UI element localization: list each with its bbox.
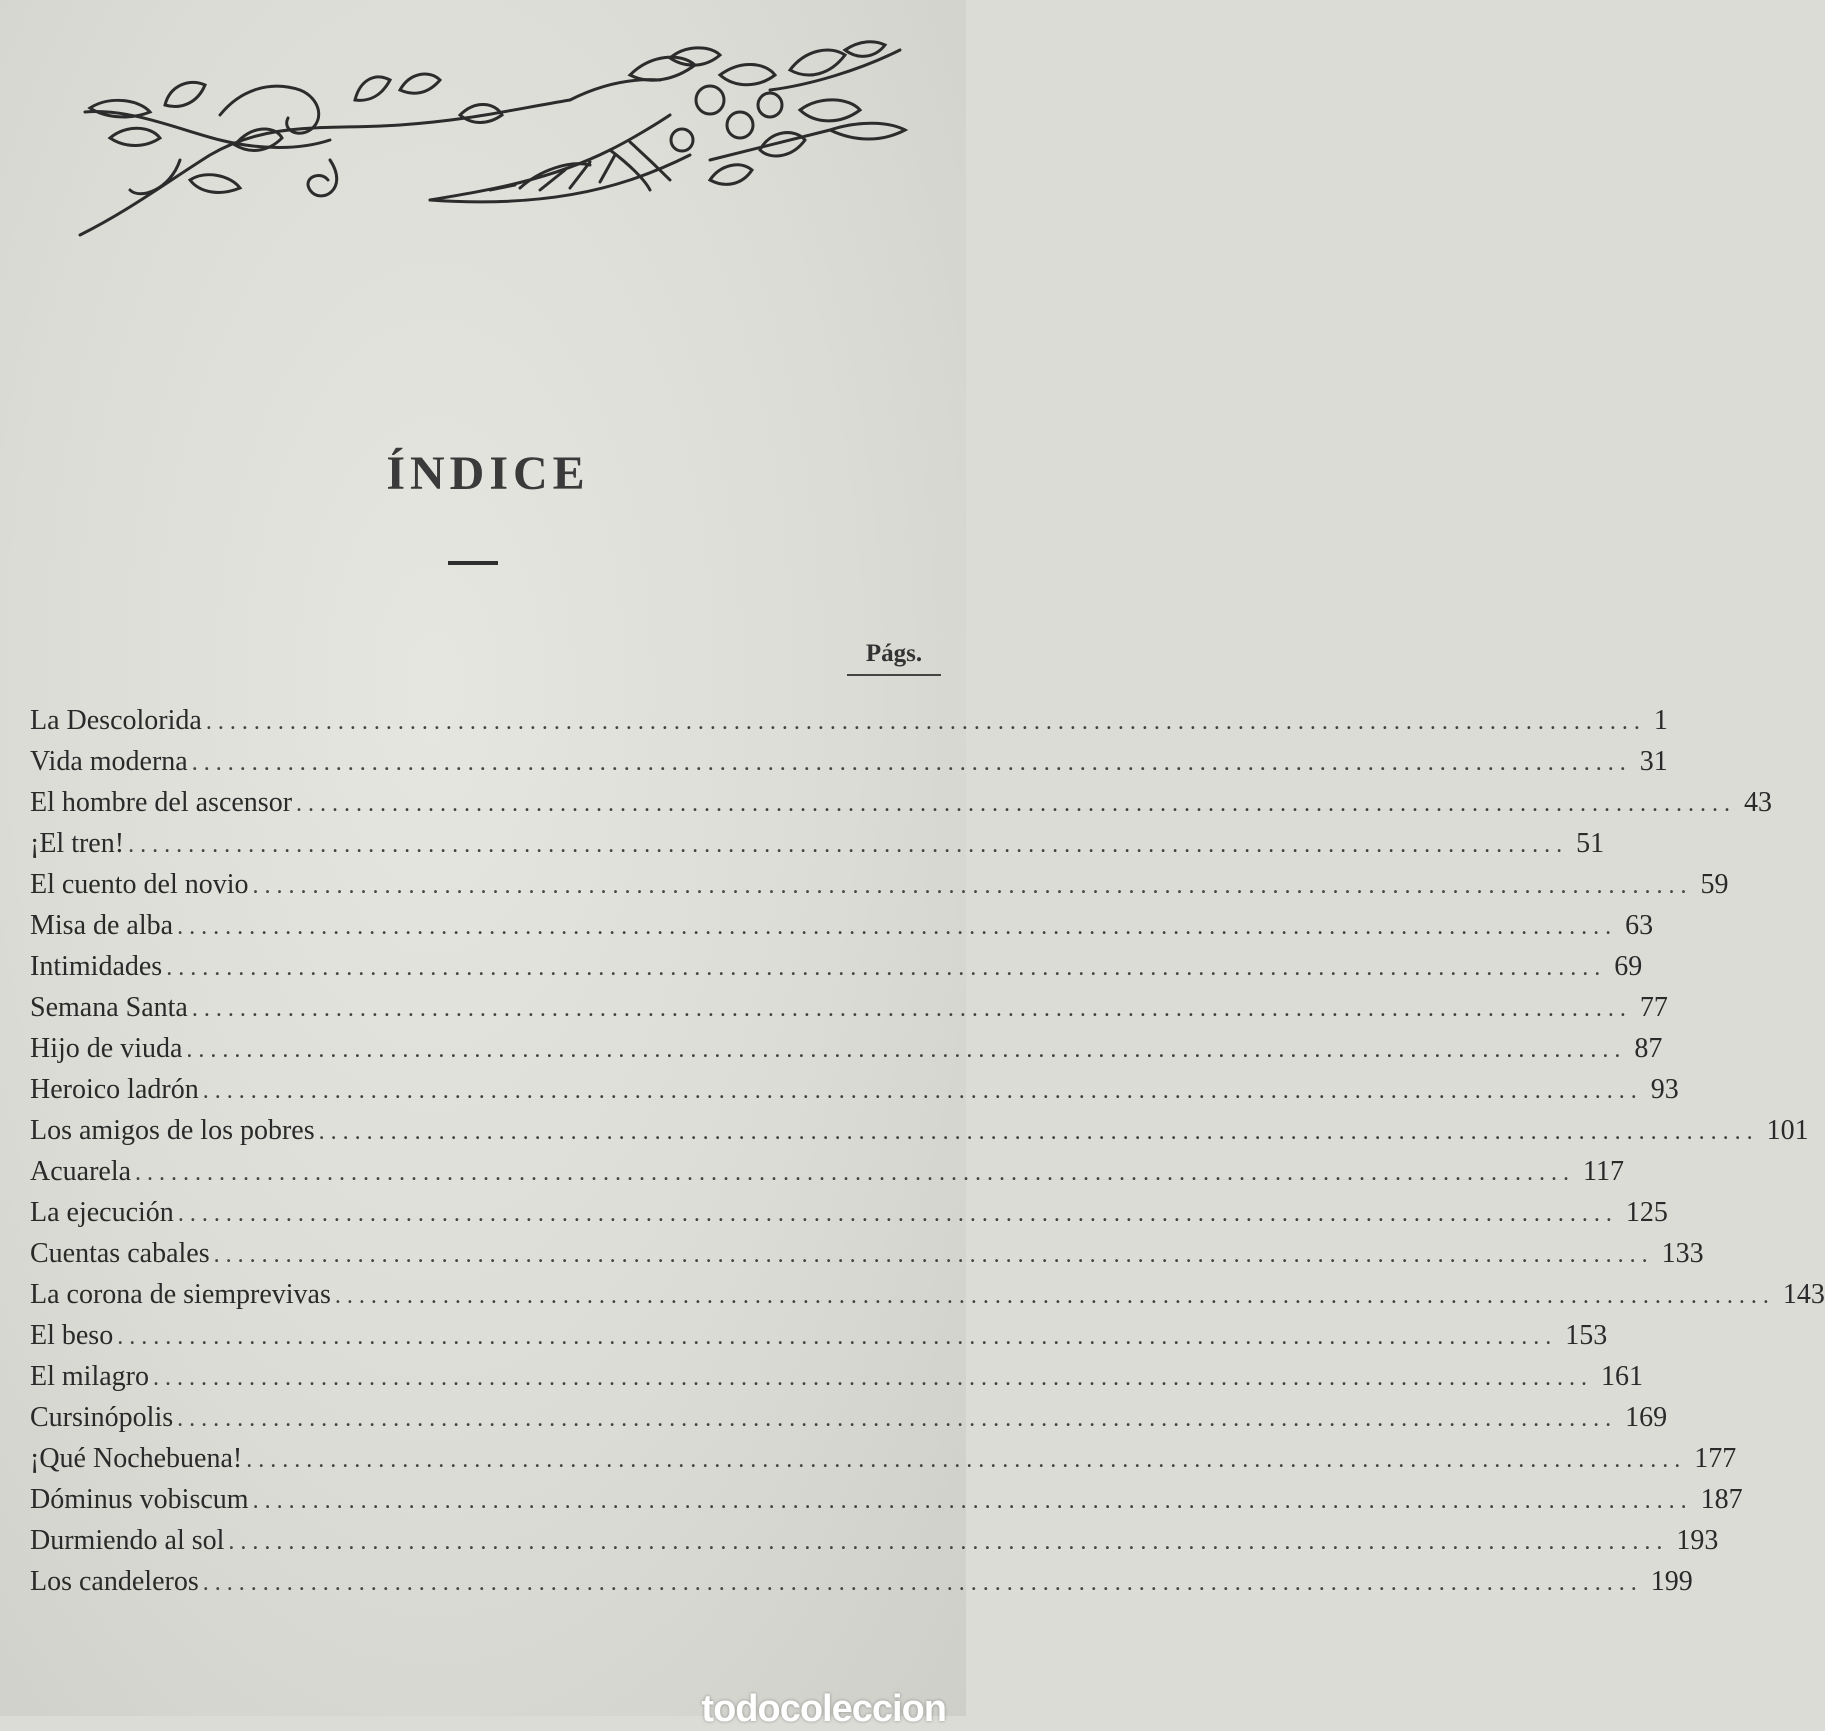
toc-entry-title: Acuarela [30,1156,132,1187]
toc-row [30,1069,1679,1110]
dot-leader: ........................................................................................................................ [117,1324,1558,1350]
toc-row [30,1028,1663,1069]
toc-entry-page: 31 [1639,746,1668,777]
toc-entry-page: 117 [1583,1156,1625,1187]
toc-row [30,1397,1668,1438]
toc-entry-title: Heroico ladrón [30,1074,199,1105]
toc-entry-title: La Descolorida [30,705,202,736]
toc-entry-title: Misa de alba [30,910,174,941]
toc-entry-title: Cursinópolis [30,1402,174,1433]
toc-row [30,1438,1737,1479]
table-of-contents [30,700,1825,1602]
toc-entry-title: Intimidades [30,951,163,982]
toc-row [30,700,1668,741]
dot-leader: ........................................................................................................................ [191,750,1632,776]
toc-entry-title: Los candeleros [30,1566,199,1597]
toc-entry-title: Hijo de viuda [30,1033,183,1064]
toc-entry-page: 63 [1625,910,1654,941]
toc-row [30,1561,1693,1602]
toc-row [30,905,1654,946]
dot-leader: ........................................................................................................................ [177,914,1618,940]
toc-entry-page: 69 [1614,951,1643,982]
dot-leader: ........................................................................................................................ [205,709,1646,735]
title-rule-divider [448,561,498,565]
dot-leader: ........................................................................................................................ [252,1488,1693,1514]
toc-row [30,741,1668,782]
toc-entry-page: 59 [1700,869,1729,900]
toc-entry-title: El milagro [30,1361,149,1392]
dot-leader: ........................................................................................................................ [128,832,1569,858]
dot-leader: ........................................................................................................................ [246,1447,1687,1473]
toc-entry-title: ¡Qué Nochebuena! [30,1443,243,1474]
toc-entry-title: Dóminus vobiscum [30,1484,249,1515]
toc-row [30,1110,1809,1151]
toc-row [30,1315,1608,1356]
dot-leader: ........................................................................................................................ [177,1201,1618,1227]
toc-row [30,987,1668,1028]
toc-entry-title: Cuentas cabales [30,1238,210,1269]
toc-entry-title: ¡El tren! [30,828,125,859]
toc-entry-page: 1 [1653,705,1668,736]
toc-row [30,1274,1825,1315]
toc-row [30,1479,1743,1520]
toc-entry-page: 187 [1700,1484,1743,1515]
dot-leader: ........................................................................................................................ [166,955,1607,981]
toc-entry-page: 101 [1766,1115,1809,1146]
dot-leader: ........................................................................................................................ [296,791,1737,817]
toc-entry-page: 161 [1600,1361,1643,1392]
dot-leader: ........................................................................................................................ [213,1242,1654,1268]
toc-entry-page: 177 [1694,1443,1737,1474]
toc-entry-page: 125 [1625,1197,1668,1228]
pages-column-header: Págs. [847,640,941,676]
toc-row [30,1151,1625,1192]
toc-entry-title: Los amigos de los pobres [30,1115,315,1146]
toc-row [30,946,1643,987]
toc-entry-page: 43 [1744,787,1773,818]
dot-leader: ........................................................................................................................ [252,873,1693,899]
toc-row [30,1520,1719,1561]
toc-entry-page: 77 [1639,992,1668,1023]
cornucopia-ornament-icon [70,30,930,260]
toc-entry-page: 133 [1661,1238,1704,1269]
toc-entry-title: El cuento del novio [30,869,249,900]
toc-entry-title: El hombre del ascensor [30,787,293,818]
toc-entry-page: 51 [1576,828,1605,859]
dot-leader: ........................................................................................................................ [186,1037,1627,1063]
dot-leader: ........................................................................................................................ [177,1406,1618,1432]
dot-leader: ........................................................................................................................ [318,1119,1759,1145]
toc-entry-page: 153 [1565,1320,1608,1351]
toc-entry-page: 93 [1650,1074,1679,1105]
toc-row [30,782,1773,823]
toc-row [30,823,1605,864]
dot-leader: ........................................................................................................................ [191,996,1632,1022]
dot-leader: ........................................................................................................................ [228,1529,1669,1555]
toc-entry-page: 87 [1634,1033,1663,1064]
watermark-logo: todocoleccion [701,1688,946,1730]
dot-leader: ........................................................................................................................ [334,1283,1775,1309]
toc-entry-title: Vida moderna [30,746,188,777]
toc-entry-page: 143 [1782,1279,1825,1310]
toc-entry-title: La ejecución [30,1197,174,1228]
page-title: ÍNDICE [386,447,590,500]
toc-entry-page: 169 [1625,1402,1668,1433]
toc-entry-title: Durmiendo al sol [30,1525,225,1556]
toc-entry-title: El beso [30,1320,114,1351]
toc-entry-title: Semana Santa [30,992,188,1023]
toc-row [30,1192,1668,1233]
dot-leader: ........................................................................................................................ [135,1160,1576,1186]
toc-entry-title: La corona de siemprevivas [30,1279,331,1310]
dot-leader: ........................................................................................................................ [152,1365,1593,1391]
toc-entry-page: 193 [1676,1525,1719,1556]
dot-leader: ........................................................................................................................ [202,1570,1643,1596]
toc-entry-page: 199 [1650,1566,1693,1597]
dot-leader: ........................................................................................................................ [202,1078,1643,1104]
toc-row [30,1356,1643,1397]
toc-row [30,864,1729,905]
toc-row [30,1233,1704,1274]
